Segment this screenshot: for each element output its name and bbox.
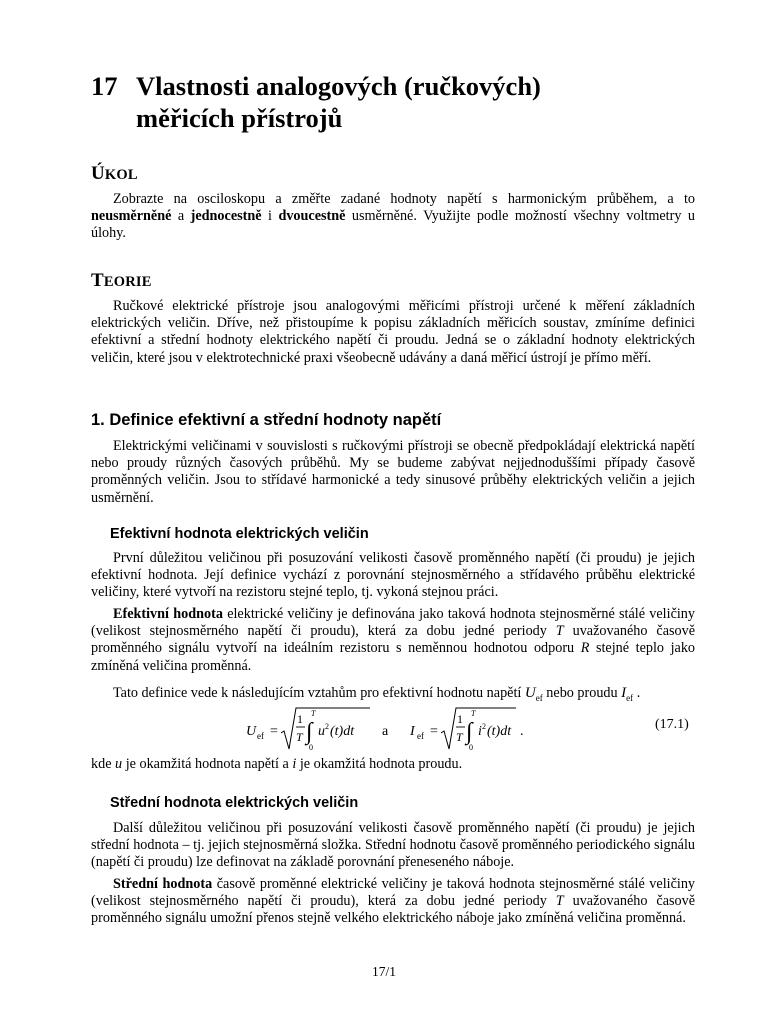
definice-paragraph: Elektrickými veličinami v souvislosti s ručkovými přístroji se obecně předpokládají elektrická napětí nebo proudy různých časových průběhů. My se budeme zabývat nejjednoduššími případy časově proměnných veličin. Jsou to střídavé harmonické a tedy sinusové průběhy elektrických veličin a jejich usměrnění. xyxy=(91,438,695,506)
efektivni-paragraph-3: Tato definice vede k následujícím vztahům pro efektivní hodnotu napětí $U_{ef}$ nebo proudu $I_{ef}$ . xyxy=(113,685,641,703)
integral-lower-2: 0 xyxy=(469,743,473,752)
formula-I-sub: ef xyxy=(417,731,424,741)
ukol-paragraph: Zobrazte na osciloskopu a změřte zadané hodnoty napětí s harmonickým průběhem, a to neusměrněné a jednocestně i dvoucestně usměrněné. Využijte podle možností všechny voltmetry u úlohy. xyxy=(91,191,695,242)
formula-I-symbol: I xyxy=(410,724,415,739)
frac-T-2: T xyxy=(456,730,463,744)
integral-upper-1: T xyxy=(311,709,316,718)
formula-eq-2: = xyxy=(430,724,438,739)
formula-17-1 xyxy=(0,705,768,753)
formula-period: . xyxy=(520,724,524,739)
efektivni-paragraph-1: První důležitou veličinou při posuzování velikosti časově proměnného napětí (či proudu) je jejich efektivní hodnota. Její definice vychází z porovnání stejnosměrného a střídavého průběhu elektrické veličiny, které vytvoří na rezistoru stejné teplo, tj. vykoná stejnou práci. xyxy=(91,550,695,601)
chapter-title xyxy=(136,70,691,134)
kde-paragraph: kde u je okamžitá hodnota napětí a i je okamžitá hodnota proudu. xyxy=(91,756,463,772)
teorie-paragraph: Ručkové elektrické přístroje jsou analogovými měřicími přístroji určené k měření základních elektrických veličin. Dříve, než přistoupíme k popisu základních měřicích soustav, zmíníme definici efektivní a střední hodnoty elektrického napětí či proudu. Jedná se o základní hodnoty elektrických veličin, které jsou v elektrotechnické praxi všeobecně udávány a daná měřicí ústrojí je přímo měří. xyxy=(91,298,695,366)
formula-U-symbol: U xyxy=(246,724,257,739)
section-heading-ukol: ÚKOL xyxy=(91,163,138,184)
heading-efektivni-hodnota: Efektivní hodnota elektrických veličin xyxy=(110,526,369,542)
efektivni-paragraph-2: Efektivní hodnota elektrické veličiny je definována jako taková hodnota stejnosměrné stálé veličiny (velikost stejnosměrného napětí či proudu), která za dobu jedné periody T uvažovaného časově proměnného signálu vytvoří na ideálním rezistoru s neměnnou hodnotou odporu R stejné teplo jako zmíněná veličina proměnná. xyxy=(91,606,696,674)
integrand-i: i xyxy=(478,724,482,739)
heading-definice: 1. Definice efektivní a střední hodnoty napětí xyxy=(91,411,442,429)
integrand-i-dt: (t)dt xyxy=(487,724,512,739)
page-number: 17/1 xyxy=(371,964,396,979)
stredni-paragraph-1: Další důležitou veličinou při posuzování velikosti časově proměnného napětí (či proudu) je jejich střední hodnota – tj. jejich stejnosměrná složka. Střední hodnotu časově proměnného periodického signálu (napětí či proudu) lze definovat na základě porovnání přeneseného náboje. xyxy=(91,820,695,871)
equation-number: (17.1) xyxy=(655,717,689,732)
frac-one-1: 1 xyxy=(297,712,303,726)
heading-stredni-hodnota: Střední hodnota elektrických veličin xyxy=(110,795,359,811)
integrand-u-power: 2 xyxy=(325,722,329,731)
chapter-title-line1: Vlastnosti analogových (ručkových) xyxy=(136,71,541,101)
integral-upper-2: T xyxy=(471,709,476,718)
integrand-u-dt: (t)dt xyxy=(330,724,355,739)
stredni-paragraph-2: Střední hodnota časově proměnné elektrické veličiny je taková hodnota stejnosměrné stálé veličiny (velikost stejnosměrného napětí či proudu), která za dobu jedné periody T uvažovaného časově proměnného signálu umožní přenos stejně velkého elektrického náboje jako zmíněná veličina proměnná. xyxy=(91,876,696,927)
frac-one-2: 1 xyxy=(457,712,463,726)
formula-eq-1: = xyxy=(270,724,278,739)
formula-U-sub: ef xyxy=(257,731,264,741)
integral-sign-1: ∫ xyxy=(306,719,313,745)
frac-T-1: T xyxy=(296,730,303,744)
integral-lower-1: 0 xyxy=(309,743,313,752)
chapter-title-line2: měřicích přístrojů xyxy=(136,103,343,133)
formula-and: a xyxy=(382,724,389,739)
chapter-number: 17 xyxy=(91,71,118,101)
integral-sign-2: ∫ xyxy=(466,719,473,745)
integrand-i-power: 2 xyxy=(482,722,486,731)
integrand-u: u xyxy=(318,724,325,739)
chapter-heading xyxy=(91,70,691,134)
section-heading-teorie: TEORIE xyxy=(91,270,152,291)
